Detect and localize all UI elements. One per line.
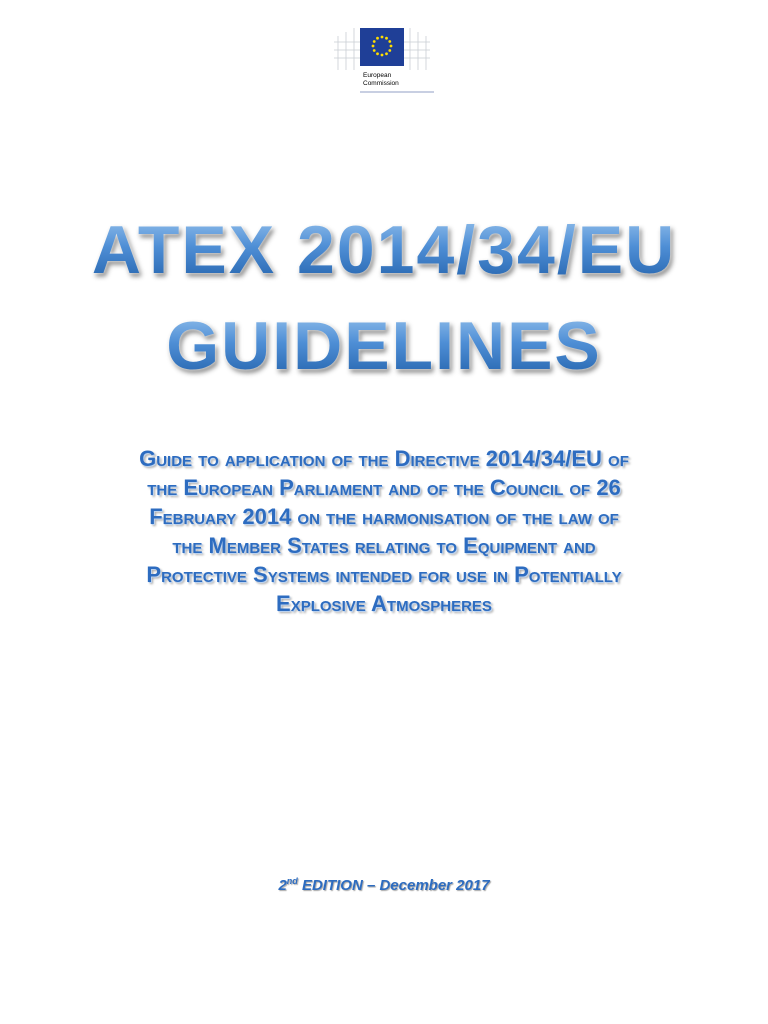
logo-line-commission: Commission bbox=[363, 79, 399, 87]
subtitle-line-1: Guide to application of the Directive 2014/34/EU of bbox=[139, 446, 629, 471]
berlaymont-building-icon bbox=[330, 14, 438, 112]
title-line-1: ATEX 2014/34/EU bbox=[0, 212, 768, 288]
logo-line-european: European bbox=[363, 72, 392, 79]
subtitle-line-3: February 2014 on the harmonisation of the law of bbox=[149, 504, 619, 529]
edition-date: EDITION – December 2017 bbox=[297, 877, 490, 894]
title-line-2: GUIDELINES bbox=[0, 308, 768, 384]
european-commission-logo bbox=[330, 14, 438, 112]
eu-flag bbox=[360, 28, 404, 66]
edition-ordinal-suffix: nd bbox=[286, 876, 298, 886]
edition-number: 2 bbox=[278, 877, 287, 894]
subtitle-line-2: the European Parliament and of the Council of 26 bbox=[147, 475, 621, 500]
edition-line bbox=[0, 876, 768, 894]
subtitle bbox=[60, 444, 708, 618]
logo-wordmark bbox=[363, 72, 399, 87]
subtitle-line-6: Explosive Atmospheres bbox=[276, 591, 492, 616]
subtitle-line-5: Protective Systems intended for use in Potentially bbox=[146, 562, 622, 587]
subtitle-line-4: the Member States relating to Equipment and bbox=[172, 533, 596, 558]
